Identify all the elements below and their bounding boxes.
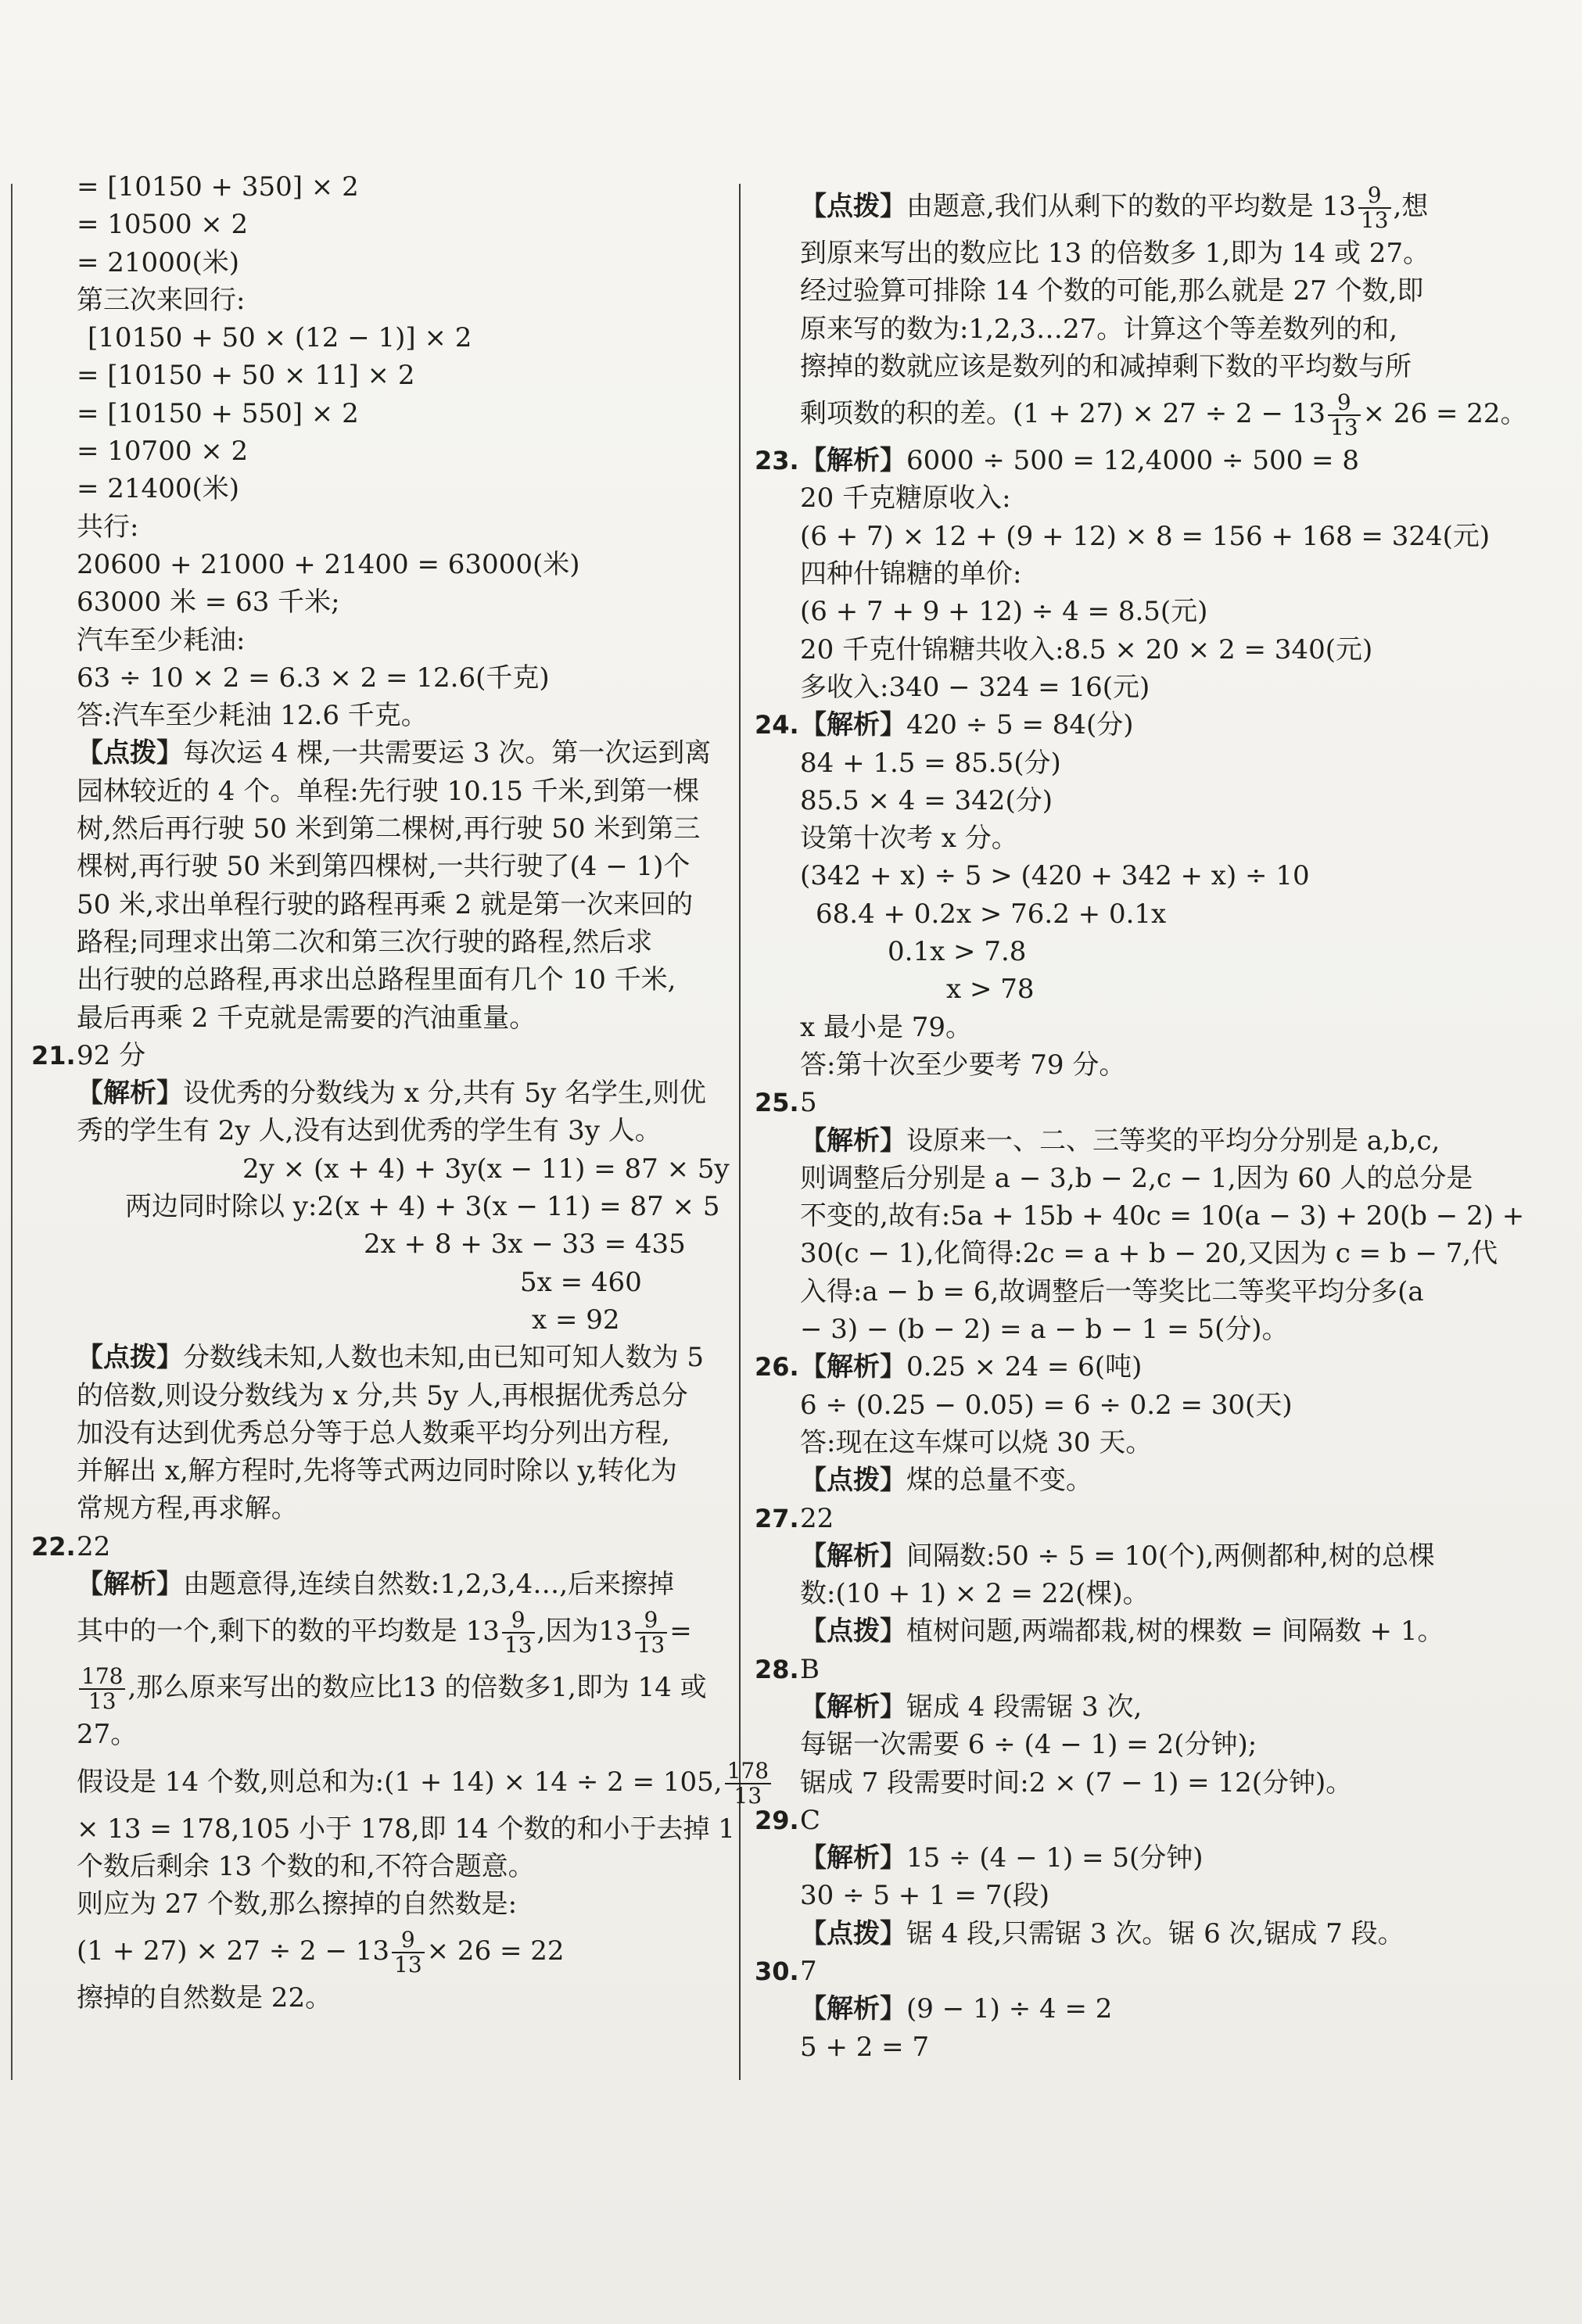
dianbo-tag: 【点拨】 — [77, 737, 183, 769]
jiexi-tag: 【解析】 — [77, 1078, 183, 1110]
text-line: = [10150 + 350] × 2 — [77, 171, 359, 203]
text-line: (342 + x) ÷ 5 > (420 + 342 + x) ÷ 10 — [800, 860, 1310, 892]
text-line: 30 ÷ 5 + 1 = 7(段) — [800, 1880, 1049, 1912]
text-line: 剩项数的积的差。(1 + 27) × 27 ÷ 2 − 13 $\frac{9}{13}$ × 26 = 22。 — [800, 389, 1527, 441]
text-line: 出行驶的总路程,再求出总路程里面有几个 10 千米, — [77, 964, 676, 996]
question-29-answer: 29. C — [755, 1802, 1537, 1839]
jiexi-tag: 【解析】 — [800, 1842, 906, 1874]
equation-line: 5x = 460 — [520, 1266, 642, 1298]
text-line: 园林较近的 4 个。单程:先行驶 10.15 千米,到第一棵 — [77, 775, 700, 807]
text-line: = [10150 + 550] × 2 — [77, 397, 359, 429]
hint-line: 【点拨】分数线未知,人数也未知,由已知可知人数为 5 — [77, 1342, 705, 1374]
text-line: 秀的学生有 2y 人,没有达到优秀的学生有 3y 人。 — [77, 1115, 662, 1147]
question-number: 26. — [755, 1352, 799, 1383]
text-line: 84 + 1.5 = 85.5(分) — [800, 747, 1061, 779]
fraction: $\frac{9}{13}$ — [1328, 391, 1361, 439]
analysis-line: 【解析】由题意得,连续自然数:1,2,3,4…,后来擦掉 — [77, 1568, 675, 1600]
text-line: (1 + 27) × 27 ÷ 2 − 13 $\frac{9}{13}$ × 26 = 22 — [77, 1927, 565, 1978]
text-line: 答:汽车至少耗油 12.6 千克。 — [77, 700, 428, 732]
text-line: (6 + 7) × 12 + (9 + 12) × 8 = 156 + 168 = 324(元) — [800, 520, 1491, 552]
text-line: 30(c − 1),化简得:2c = a + b − 20,又因为 c = b − 7,代 — [800, 1238, 1498, 1270]
text-line: = [10150 + 50 × 11] × 2 — [77, 360, 415, 392]
question-number: 22. — [31, 1531, 76, 1562]
text-line: 每锯一次需要 6 ÷ (4 − 1) = 2(分钟); — [800, 1729, 1257, 1761]
text-line: 最后再乘 2 千克就是需要的汽油重量。 — [77, 1002, 536, 1034]
jiexi-tag: 【解析】 — [800, 709, 906, 741]
text-line: 20 千克糖原收入: — [800, 482, 1011, 515]
text-line: 6 ÷ (0.25 − 0.05) = 6 ÷ 0.2 = 30(天) — [800, 1389, 1293, 1421]
equation-line: 0.1x > 7.8 — [888, 936, 1027, 968]
left-column — [31, 168, 769, 2017]
text-line: 汽车至少耗油: — [77, 624, 246, 656]
text-line: = 10700 × 2 — [77, 436, 249, 468]
text-line: 不变的,故有:5a + 15b + 40c = 10(a − 3) + 20(b − 2) + — [800, 1200, 1525, 1232]
text-line: 27。 — [77, 1719, 138, 1751]
dianbo-tag: 【点拨】 — [77, 1342, 183, 1374]
analysis-line: 【解析】设原来一、二、三等奖的平均分分别是 a,b,c, — [800, 1124, 1440, 1157]
text-line: 20600 + 21000 + 21400 = 63000(米) — [77, 548, 580, 580]
jiexi-tag: 【解析】 — [800, 1993, 906, 2025]
text-line: 数:(10 + 1) × 2 = 22(棵)。 — [800, 1578, 1150, 1610]
text-line: 加没有达到优秀总分等于总人数乘平均分列出方程, — [77, 1417, 670, 1449]
text-line: 路程;同理求出第二次和第三次行驶的路程,然后求 — [77, 926, 653, 958]
text-line: 擦掉的数就应该是数列的和减掉剩下数的平均数与所 — [800, 350, 1412, 382]
question-23-analysis: 23. 【解析】6000 ÷ 500 = 12,4000 ÷ 500 = 8 — [755, 442, 1537, 479]
jiexi-tag: 【解析】 — [800, 1540, 906, 1572]
text-line: 答:现在这车煤可以烧 30 天。 — [800, 1426, 1153, 1458]
analysis-line: 【解析】设优秀的分数线为 x 分,共有 5y 名学生,则优 — [77, 1078, 706, 1110]
text-line: [10150 + 50 × (12 − 1)] × 2 — [88, 322, 472, 354]
text-line: 并解出 x,解方程时,先将等式两边同时除以 y,转化为 — [77, 1455, 677, 1487]
text-line: = 10500 × 2 — [77, 209, 249, 241]
question-number: 30. — [755, 1956, 799, 1987]
text-line: 的倍数,则设分数线为 x 分,共 5y 人,再根据优秀总分 — [77, 1379, 688, 1411]
question-24-analysis: 24. 【解析】420 ÷ 5 = 84(分) — [755, 706, 1537, 744]
fraction: $\frac{178}{13}$ — [725, 1759, 771, 1808]
text-line: 多收入:340 − 324 = 16(元) — [800, 671, 1150, 703]
question-28-answer: 28. B — [755, 1651, 1537, 1688]
text-line: 则调整后分别是 a − 3,b − 2,c − 1,因为 60 人的总分是 — [800, 1162, 1473, 1194]
question-number: 21. — [31, 1040, 76, 1071]
equation-line: x > 78 — [946, 974, 1035, 1006]
text-line: 经过验算可排除 14 个数的可能,那么就是 27 个数,即 — [800, 275, 1424, 307]
question-27-answer: 27. 22 — [755, 1500, 1537, 1537]
text-line: 入得:a − b = 6,故调整后一等奖比二等奖平均分多(a — [800, 1275, 1424, 1307]
text-line: 其中的一个,剩下的数的平均数是 13 $\frac{9}{13}$ ,因为13 $\frac{9}{13}$ = — [77, 1607, 692, 1659]
hint-line: 【点拨】每次运 4 棵,一共需要运 3 次。第一次运到离 — [77, 737, 712, 769]
equation-line: 2y × (x + 4) + 3y(x − 11) = 87 × 5y — [242, 1153, 730, 1185]
hint-line: 【点拨】锯 4 段,只需锯 3 次。锯 6 次,锯成 7 段。 — [800, 1917, 1404, 1949]
question-number: 28. — [755, 1654, 799, 1684]
text-line: 到原来写出的数应比 13 的倍数多 1,即为 14 或 27。 — [800, 238, 1430, 269]
equation-line: 68.4 + 0.2x > 76.2 + 0.1x — [816, 898, 1167, 930]
text-line: 个数后剩余 13 个数的和,不符合题意。 — [77, 1850, 535, 1882]
text-line: $\frac{178}{13}$ ,那么原来写出的数应比13 的倍数多1,即为 14 或 — [31, 1659, 735, 1716]
text-line: = 21400(米) — [77, 473, 239, 505]
equation-line: 两边同时除以 y:2(x + 4) + 3(x − 11) = 87 × 5 — [125, 1191, 720, 1223]
analysis-line: 【解析】间隔数:50 ÷ 5 = 10(个),两侧都种,树的总棵 — [800, 1540, 1435, 1572]
text-line: 第三次来回行: — [77, 284, 246, 316]
question-number: 29. — [755, 1805, 799, 1835]
jiexi-tag: 【解析】 — [800, 1351, 906, 1383]
question-21-answer: 21. 92 分 — [31, 1037, 735, 1074]
question-number: 23. — [755, 446, 799, 476]
question-number: 25. — [755, 1088, 799, 1118]
dianbo-tag: 【点拨】 — [800, 1465, 906, 1497]
dianbo-tag: 【点拨】 — [800, 1917, 906, 1949]
text-line: 63000 米 = 63 千米; — [77, 586, 340, 619]
right-column — [755, 178, 1537, 2066]
question-26-analysis: 26. 【解析】0.25 × 24 = 6(吨) — [755, 1348, 1537, 1386]
text-line: 常规方程,再求解。 — [77, 1493, 298, 1525]
text-line: 四种什锦糖的单价: — [800, 558, 1022, 590]
text-line: 原来写的数为:1,2,3…27。计算这个等差数列的和, — [800, 313, 1398, 345]
jiexi-tag: 【解析】 — [800, 1691, 906, 1723]
page-edge-line — [11, 184, 13, 2080]
question-22-answer: 22. 22 — [31, 1528, 735, 1565]
text-line: (6 + 7 + 9 + 12) ÷ 4 = 8.5(元) — [800, 596, 1208, 628]
text-line: 锯成 7 段需要时间:2 × (7 − 1) = 12(分钟)。 — [800, 1766, 1353, 1799]
text-line: 假设是 14 个数,则总和为:(1 + 14) × 14 ÷ 2 = 105, $\frac{178}{13}$ — [31, 1754, 735, 1810]
text-line: 5 + 2 = 7 — [800, 2031, 930, 2063]
text-line: 则应为 27 个数,那么擦掉的自然数是: — [77, 1888, 518, 1921]
text-line: 棵树,再行驶 50 米到第四棵树,一共行驶了(4 − 1)个 — [77, 851, 691, 883]
text-line: 50 米,求出单程行驶的路程再乘 2 就是第一次来回的 — [77, 888, 694, 920]
equation-line: x = 92 — [532, 1304, 620, 1336]
analysis-line: 【解析】锯成 4 段需锯 3 次, — [800, 1691, 1143, 1723]
fraction: $\frac{9}{13}$ — [502, 1609, 535, 1657]
text-line: − 3) − (b − 2) = a − b − 1 = 5(分)。 — [800, 1314, 1289, 1346]
text-line: 共行: — [77, 511, 139, 543]
hint-line: 【点拨】煤的总量不变。 — [800, 1465, 1092, 1497]
text-line: × 13 = 178,105 小于 178,即 14 个数的和小于去掉 1 — [77, 1813, 735, 1845]
text-line: 20 千克什锦糖共收入:8.5 × 20 × 2 = 340(元) — [800, 633, 1373, 665]
jiexi-tag: 【解析】 — [800, 1124, 906, 1157]
text-line: 树,然后再行驶 50 米到第二棵树,再行驶 50 米到第三 — [77, 813, 701, 845]
text-line: = 21000(米) — [77, 246, 239, 278]
question-25-answer: 25. 5 — [755, 1084, 1537, 1121]
dianbo-tag: 【点拨】 — [800, 191, 906, 222]
fraction: $\frac{178}{13}$ — [79, 1665, 125, 1713]
analysis-line: 【解析】(9 − 1) ÷ 4 = 2 — [800, 1993, 1113, 2025]
text-line: 63 ÷ 10 × 2 = 6.3 × 2 = 12.6(千克) — [77, 662, 550, 694]
fraction: $\frac{9}{13}$ — [1358, 184, 1391, 232]
text-line: 答:第十次至少要考 79 分。 — [800, 1049, 1126, 1081]
analysis-line: 【解析】15 ÷ (4 − 1) = 5(分钟) — [800, 1842, 1204, 1874]
fraction: $\frac{9}{13}$ — [392, 1928, 425, 1977]
jiexi-tag: 【解析】 — [77, 1568, 183, 1600]
question-number: 27. — [755, 1503, 799, 1533]
text-line: 擦掉的自然数是 22。 — [77, 1982, 332, 2014]
dianbo-tag: 【点拨】 — [800, 1616, 906, 1648]
jiexi-tag: 【解析】 — [800, 445, 906, 477]
text-line: 设第十次考 x 分。 — [800, 823, 1018, 855]
hint-line: 【点拨】由题意,我们从剩下的数的平均数是 13 $\frac{9}{13}$ ,想 — [800, 182, 1429, 233]
question-number: 24. — [755, 710, 799, 741]
question-30-answer: 30. 7 — [755, 1953, 1537, 1990]
text-line: 85.5 × 4 = 342(分) — [800, 784, 1053, 816]
equation-line: 2x + 8 + 3x − 33 = 435 — [364, 1228, 686, 1261]
hint-line: 【点拨】植树问题,两端都栽,树的棵数 = 间隔数 + 1。 — [800, 1616, 1444, 1648]
text-line: x 最小是 79。 — [800, 1011, 973, 1043]
fraction: $\frac{9}{13}$ — [635, 1609, 668, 1657]
